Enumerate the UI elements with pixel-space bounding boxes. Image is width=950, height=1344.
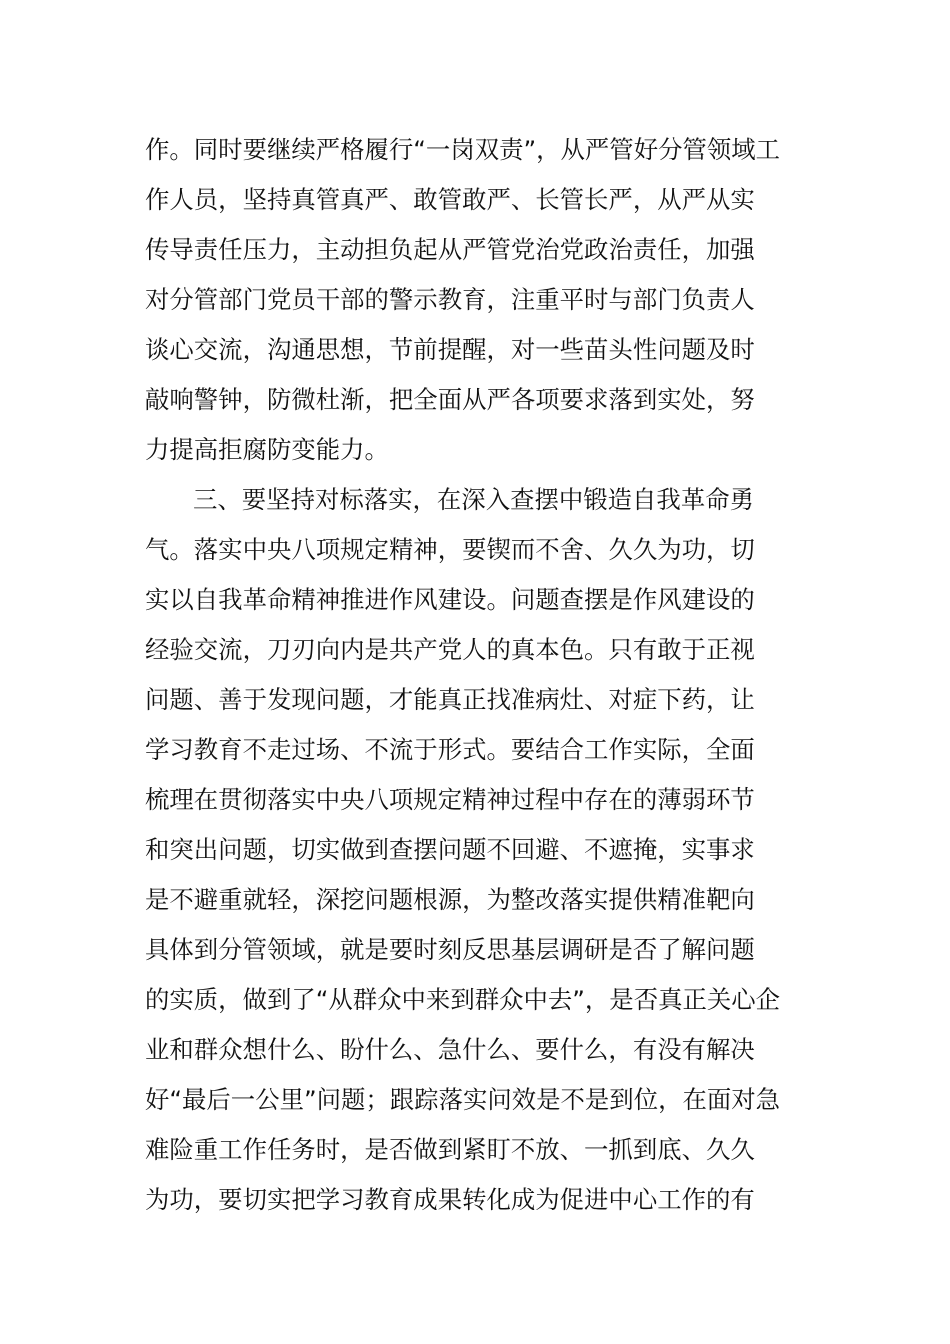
text-line-3: 传导责任压力，主动担负起从严管党治党政治责任，加强 [145, 235, 755, 264]
text-line-17: 具体到分管领域，就是要时刻反思基层调研是否了解问题 [145, 935, 755, 964]
text-line-18: 的实质，做到了“从群众中来到群众中去”，是否真正关心企 [145, 985, 781, 1014]
text-line-20: 好“最后一公里”问题；跟踪落实问效是不是到位，在面对急 [145, 1085, 781, 1114]
text-line-6: 敲响警钟，防微杜渐，把全面从严各项要求落到实处，努 [145, 385, 755, 414]
text-line-12: 问题、善于发现问题，才能真正找准病灶、对症下药，让 [145, 685, 755, 714]
text-line-10: 实以自我革命精神推进作风建设。问题查摆是作风建设的 [145, 585, 755, 614]
section-heading-line: 三、要坚持对标落实，在深入查摆中锻造自我革命勇 [193, 485, 754, 514]
text-line-14: 梳理在贯彻落实中央八项规定精神过程中存在的薄弱环节 [145, 785, 755, 814]
text-line-1: 作。同时要继续严格履行“一岗双责”，从严管好分管领域工 [145, 135, 781, 164]
text-line-9: 气。落实中央八项规定精神，要锲而不舍、久久为功，切 [145, 535, 755, 564]
text-line-22: 为功，要切实把学习教育成果转化成为促进中心工作的有 [145, 1185, 755, 1214]
text-line-16: 是不避重就轻，深挖问题根源，为整改落实提供精准靶向 [145, 885, 755, 914]
text-line-19: 业和群众想什么、盼什么、急什么、要什么，有没有解决 [145, 1035, 755, 1064]
text-line-21: 难险重工作任务时，是否做到紧盯不放、一抓到底、久久 [145, 1135, 755, 1164]
text-line-4: 对分管部门党员干部的警示教育，注重平时与部门负责人 [145, 285, 755, 314]
text-line-7: 力提高拒腐防变能力。 [145, 435, 389, 464]
text-line-11: 经验交流，刀刃向内是共产党人的真本色。只有敢于正视 [145, 635, 755, 664]
text-line-2: 作人员，坚持真管真严、敢管敢严、长管长严，从严从实 [145, 185, 755, 214]
text-line-13: 学习教育不走过场、不流于形式。要结合工作实际，全面 [145, 735, 755, 764]
text-line-5: 谈心交流，沟通思想，节前提醒，对一些苗头性问题及时 [145, 335, 755, 364]
text-line-15: 和突出问题，切实做到查摆问题不回避、不遮掩，实事求 [145, 835, 755, 864]
